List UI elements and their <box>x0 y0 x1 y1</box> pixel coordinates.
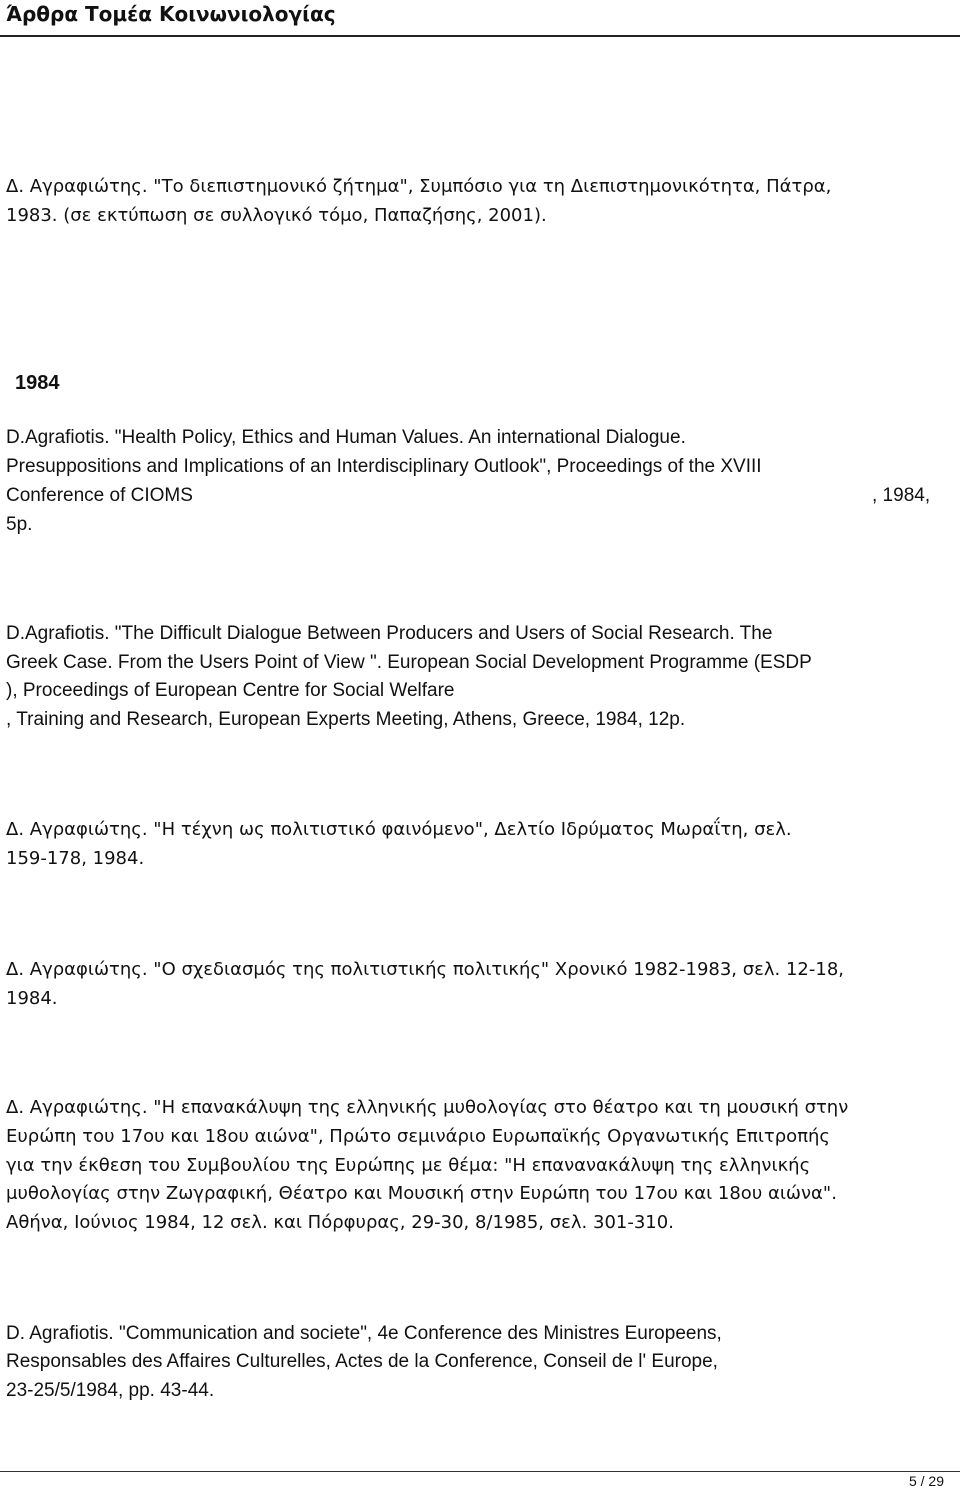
header-divider <box>0 35 960 37</box>
page-number: 5 / 29 <box>908 1473 944 1489</box>
entry-line: Responsables des Affaires Culturelles, Actes de la Conference, Conseil de l' Europe, <box>6 1351 718 1372</box>
entry-line: μυθολογίας στην Ζωγραφική, Θέατρο και Μουσική στην Ευρώπη του 17ου και 18ου αιώνα". <box>6 1183 837 1204</box>
entry-line: Δ. Αγραφιώτης. "Το διεπιστημονικό ζήτημα", Συμπόσιο για τη Διεπιστημονικότητα, Πάτρα, <box>6 176 832 197</box>
entry-line: Conference of CIOMS <box>6 485 193 506</box>
entry-line: Δ. Αγραφιώτης. "Η επανακάλυψη της ελληνικής μυθολογίας στο θέατρο και τη μουσική στην <box>6 1097 849 1118</box>
entry-line: Αθήνα, Ιούνιος 1984, 12 σελ. και Πόρφυρας, 29-30, 8/1985, σελ. 301-310. <box>6 1212 674 1233</box>
entry-line: D.Agrafiotis. "The Difficult Dialogue Between Producers and Users of Social Research. The <box>6 623 773 644</box>
entry-line: D. Agrafiotis. "Communication and societe", 4e Conference des Ministres Europeens, <box>6 1323 722 1344</box>
entry-line: 1983. (σε εκτύπωση σε συλλογικό τόμο, Παπαζήσης, 2001). <box>6 205 547 226</box>
entry-line: D.Agrafiotis. "Health Policy, Ethics and Human Values. An international Dialogue. <box>6 427 686 448</box>
entry-line: Ευρώπη του 17ου και 18ου αιώνα", Πρώτο σεμινάριο Ευρωπαϊκής Οργανωτικής Επιτροπής <box>6 1126 831 1147</box>
entry-line: Δ. Αγραφιώτης. "Η τέχνη ως πολιτιστικό φαινόμενο", Δελτίο Ιδρύματος Μωραΐτη, σελ. <box>6 819 792 840</box>
entry-line: ), Proceedings of European Centre for Social Welfare <box>6 680 455 701</box>
entry-line: 1984. <box>6 988 58 1009</box>
entry-line: 23-25/5/1984, pp. 43-44. <box>6 1380 215 1401</box>
entry-line: 159-178, 1984. <box>6 848 145 869</box>
entry-line: , Training and Research, European Experts Meeting, Athens, Greece, 1984, 12p. <box>6 709 686 730</box>
entry-line: Presuppositions and Implications of an Interdisciplinary Outlook", Proceedings of the XVIII <box>6 456 762 477</box>
entry-line: Greek Case. From the Users Point of View ". European Social Development Programme (ESDP <box>6 652 812 673</box>
entry-line: 5p. <box>6 514 33 535</box>
entry-line: για την έκθεση του Συμβουλίου της Ευρώπης με θέμα: "Η επανανακάλυψη της ελληνικής <box>6 1155 811 1176</box>
entry-line: , 1984, <box>872 485 931 506</box>
entry-line: Δ. Αγραφιώτης. "Ο σχεδιασμός της πολιτιστικής πολιτικής" Χρονικό 1982-1983, σελ. 12-18, <box>6 959 845 980</box>
page-header-title: Άρθρα Τομέα Κοινωνιολογίας <box>6 2 336 26</box>
footer-divider <box>0 1471 960 1472</box>
year-heading: 1984 <box>15 372 60 394</box>
